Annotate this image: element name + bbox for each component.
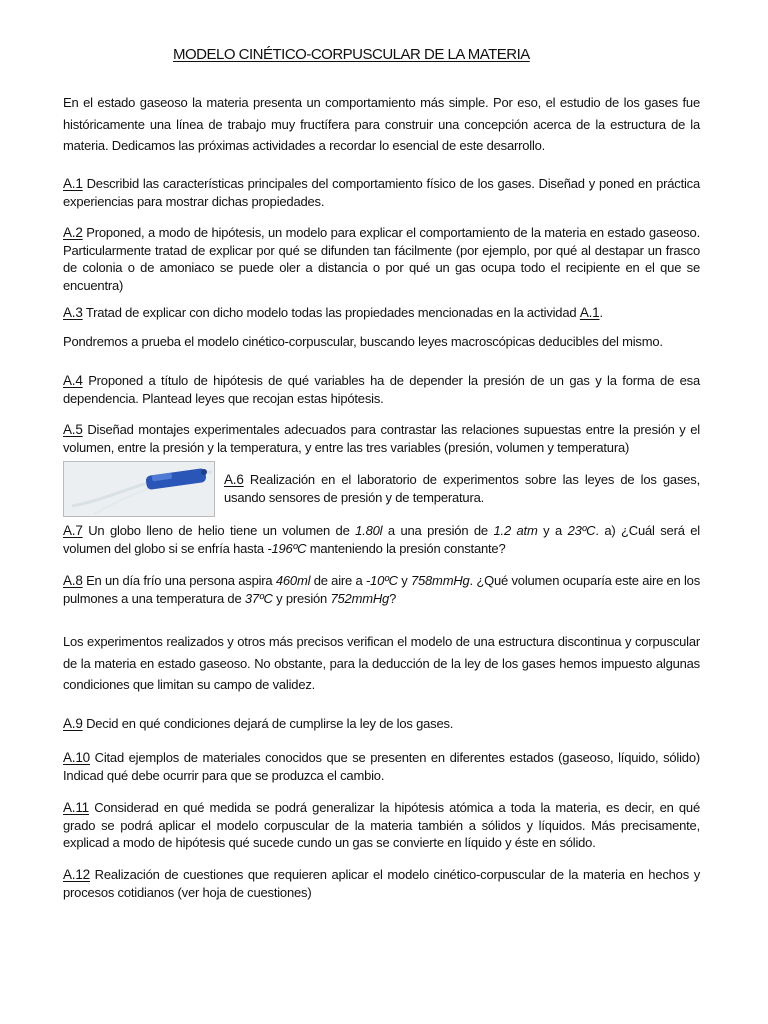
activity-text: Decid en qué condiciones dejará de cumplirse la ley de los gases. (82, 716, 454, 731)
activity-text: Realización de cuestiones que requieren aplicar el modelo cinético-corpuscular de la materia en hechos y procesos cotidianos (ver hoja de cuestiones) (63, 867, 700, 900)
activity-label: A.1 (63, 176, 83, 191)
activity-label: A.10 (63, 750, 90, 765)
activity-label: A.11 (63, 800, 89, 815)
sensor-image (64, 462, 214, 516)
page-title: MODELO CINÉTICO-CORPUSCULAR DE LA MATERIA (173, 46, 530, 63)
test-model-line: Pondremos a prueba el modelo cinético-corpuscular, buscando leyes macroscópicas deducibles del mismo. (63, 334, 663, 349)
volume-value: 460ml (275, 573, 311, 588)
activity-a3 (63, 304, 700, 322)
activity-text: manteniendo la presión constante? (306, 540, 506, 556)
activity-text: y a (537, 523, 568, 538)
pressure-sensor-photo (63, 461, 215, 517)
experiments-paragraph: Los experimentos realizados y otros más precisos verifican el modelo de una estructura discontinua y corpuscular de la materia en estado gaseoso. No obstante, para la deducción de la ley de los gases hemos impuesto algunas condiciones que limitan su campo de validez. (63, 634, 700, 692)
activity-label: A.3 (63, 305, 83, 320)
activity-a4 (63, 372, 700, 407)
activity-text: Citad ejemplos de materiales conocidos que se presenten en diferentes estados (gaseoso, líquido, sólido) Indicad qué debe ocurrir para que se produzca el cambio. (63, 750, 700, 783)
activity-a8 (63, 572, 700, 607)
volume-value: 1.80l (355, 523, 383, 538)
activity-text: En un día frío una persona aspira (82, 573, 276, 588)
activity-a9 (63, 715, 700, 733)
activity-label: A.6 (224, 472, 244, 487)
activity-reference: A.1 (579, 305, 600, 320)
activity-label: A.5 (63, 422, 83, 437)
activity-text-end: . (599, 305, 603, 320)
activity-a1 (63, 175, 700, 210)
temperature-value: -196ºC (267, 540, 307, 556)
activity-text: de aire a (310, 573, 366, 588)
activity-a11 (63, 799, 700, 852)
activity-text: Tratad de explicar con dicho modelo todas las propiedades mencionadas en la actividad (82, 305, 580, 320)
activity-text: ? (389, 590, 397, 606)
activity-text: Considerad en qué medida se podrá generalizar la hipótesis atómica a toda la materia, es decir, en qué grado se podrá aplicar el modelo corpuscular de la materia también a sólidos y líquidos. Más precisamente, explicad a modo de hipótesis qué sucede cundo un gas se convierte en líquido y éste en sólido. (63, 800, 700, 851)
temperature-value: -10ºC (365, 573, 398, 588)
pressure-value: 758mmHg (410, 573, 470, 588)
activity-text: Realización en el laboratorio de experimentos sobre las leyes de los gases, usando sensores de presión y de temperatura. (224, 472, 700, 505)
activity-a12 (63, 866, 700, 901)
activity-a6 (224, 471, 700, 506)
activity-text: Proponed, a modo de hipótesis, un modelo para explicar el comportamiento de la materia en estado gaseoso. Particularmente tratad de explicar por qué se difunden tan fácilmente (por ejemplo, por qué al destapar un frasco de colonia o de amoniaco se puede oler a distancia o por qué un gas ocupa todo el recipiente en el que se encuentra) (63, 225, 700, 293)
activity-text: a una presión de (382, 523, 494, 538)
activity-a7 (63, 522, 700, 557)
pressure-value: 752mmHg (330, 590, 390, 606)
activity-label: A.12 (63, 867, 90, 882)
activity-a5 (63, 421, 700, 456)
activity-a2 (63, 224, 700, 294)
intro-paragraph: En el estado gaseoso la materia presenta un comportamiento más simple. Por eso, el estudio de los gases fue históricamente una línea de trabajo muy fructífera para construir una concepción acerca de la estructura de la materia. Dedicamos las próximas actividades a recordar lo esencial de este desarrollo. (63, 95, 700, 153)
activity-label: A.2 (63, 225, 83, 240)
temperature-value: 37ºC (244, 590, 273, 606)
activity-text: . ¿Qué volumen ocuparía este aire en los pulmones a una temperatura de (63, 573, 701, 606)
activity-text: . a) ¿Cuál será el volumen del globo si se enfría hasta (63, 523, 700, 556)
activity-label: A.8 (63, 573, 83, 588)
activity-label: A.9 (63, 716, 83, 731)
activity-text: Proponed a título de hipótesis de qué variables ha de depender la presión de un gas y la forma de esa dependencia. Plantead leyes que recojan estas hipótesis. (63, 373, 700, 406)
activity-text: y (397, 573, 411, 588)
activity-text: Diseñad montajes experimentales adecuados para contrastar las relaciones supuestas entre la presión y el volumen, entre la presión y la temperatura, y entre las tres variables (presión, volumen y temperatura) (63, 422, 700, 455)
activity-label: A.4 (63, 373, 83, 388)
activity-a10 (63, 749, 700, 784)
temperature-value: 23ºC (567, 523, 596, 538)
activity-text: y presión (272, 590, 331, 606)
activity-label: A.7 (63, 523, 83, 538)
activity-text: Un globo lleno de helio tiene un volumen de (82, 523, 356, 538)
pressure-value: 1.2 atm (493, 523, 538, 538)
activity-text: Describid las características principales del comportamiento físico de los gases. Diseñad y poned en práctica experiencias para mostrar dichas propiedades. (63, 176, 700, 209)
